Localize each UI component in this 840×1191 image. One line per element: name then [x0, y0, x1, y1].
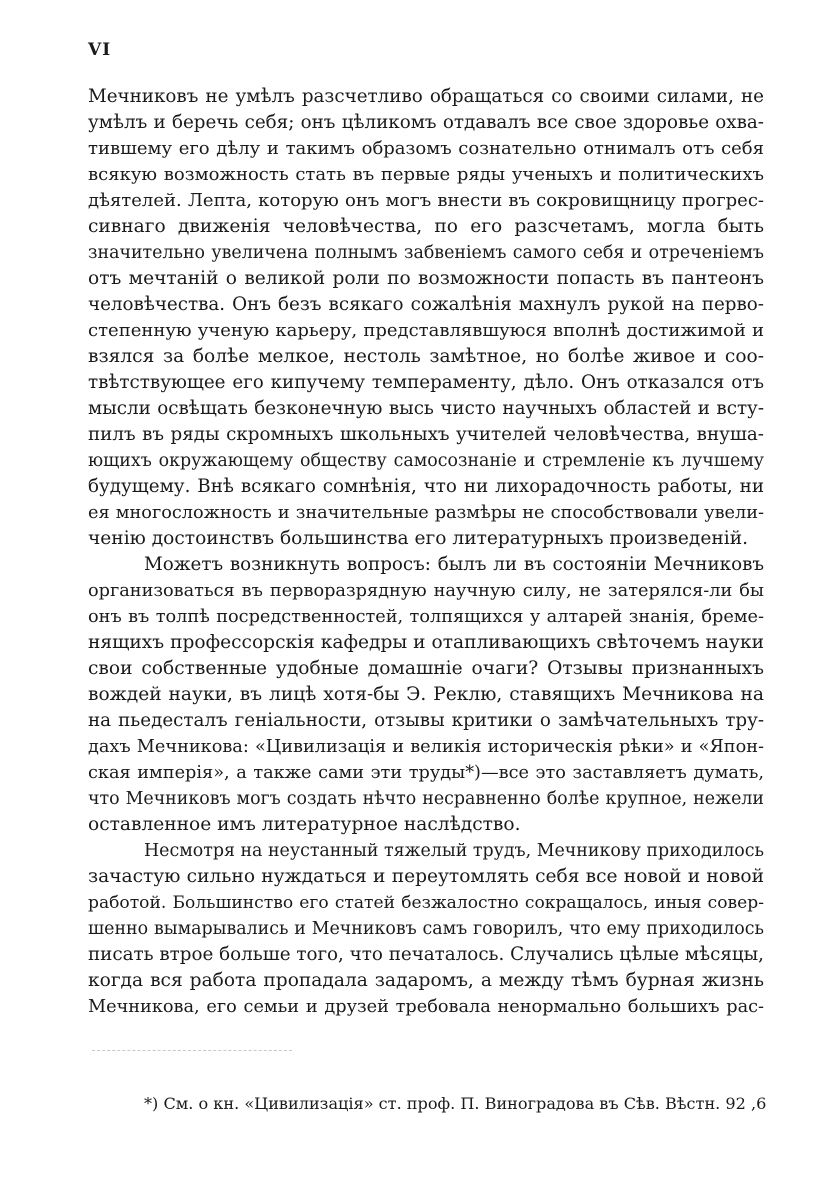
text-line: нящихъ профессорскія кафедры и отапливающихъ свѣточемъ науки [88, 632, 764, 653]
text-line: умѣлъ и беречь себя; онъ цѣликомъ отдавалъ все свое здоровье охва- [88, 112, 764, 133]
paragraph-2 [88, 552, 764, 838]
paragraph-1 [88, 84, 764, 552]
text-line: твѣтствующее его кипучему темпераменту, дѣло. Онъ отказался отъ [88, 372, 764, 393]
text-line: на пьедесталъ геніальности, отзывы критики о замѣчательныхъ тру- [88, 710, 764, 731]
text-line: вождей науки, въ лицѣ хотя-бы Э. Реклю, ставящихъ Мечникова на [88, 684, 764, 705]
text-line: оставленное имъ литературное наслѣдство. [88, 814, 521, 835]
text-line: когда вся работа пропадала задаромъ, а между тѣмъ бурная жизнь [88, 970, 764, 991]
text-line: всякую возможность стать въ первые ряды ученыхъ и политическихъ [88, 164, 764, 185]
text-line: дахъ Мечникова: «Цивилизація и великія историческія рѣки» и «Япон- [88, 737, 764, 757]
text-line: что Мечниковъ могъ создать нѣчто несравненно болѣе крупное, нежели [88, 789, 764, 809]
text-line: Можетъ возникнуть вопросъ: былъ ли въ состояніи Мечниковъ [144, 554, 764, 575]
text-line: значительно увеличена полнымъ забвеніемъ самого себя и отреченіемъ [88, 243, 764, 263]
text-line: ея многосложность и значительные размѣры не способствовали увели- [88, 503, 764, 523]
text-line: писать втрое больше того, что печаталось. Случались цѣлые мѣсяцы, [88, 944, 764, 965]
text-line: ченію достоинствъ большинства его литературныхъ произведеній. [88, 528, 748, 549]
text-line: взялся за болѣе мелкое, нестоль замѣтное, но болѣе живое и соо- [88, 346, 764, 367]
footnote-divider [92, 1050, 292, 1051]
text-line: организоваться въ перворазрядную научную силу, не затерялся-ли бы [88, 581, 764, 601]
text-line: сивнаго движенія человѣчества, по его разсчетамъ, могла быть [88, 216, 764, 237]
text-line: свои собственные удобные домашніе очаги? Отзывы признанныхъ [88, 658, 764, 679]
text-line: пилъ въ ряды скромныхъ школьныхъ учителей человѣчества, внуша- [88, 424, 764, 445]
text-line: шенно вымарывались и Мечниковъ самъ говорилъ, что ему приходилось [88, 919, 764, 939]
text-line: Несмотря на неустанный тяжелый трудъ, Мечникову приходилось [144, 841, 764, 861]
text-line: работой. Большинство его статей безжалостно сокращалось, иныя совер- [88, 893, 764, 913]
text-line: онъ въ толпѣ посредственностей, толпящихся у алтарей знанія, бреме- [88, 607, 764, 627]
text-line: Мечниковъ не умѣлъ разсчетливо обращаться со своими силами, не [88, 86, 764, 107]
text-line: человѣчества. Онъ безъ всякаго сожалѣнія махнулъ рукой на перво- [88, 294, 764, 315]
footnote: *) См. о кн. «Цивилизація» ст. проф. П. Виноградова въ Сѣв. Вѣстн. 92 ,6 [144, 1094, 767, 1113]
text-line: отъ мечтаній о великой роли по возможности попасть въ пантеонъ [88, 268, 764, 289]
text-line: будущему. Внѣ всякаго сомнѣнія, что ни лихорадочность работы, ни [88, 476, 764, 497]
text-line: Мечникова, его семьи и друзей требовала ненормально большихъ рас- [88, 997, 764, 1017]
text-line: мысли освѣщать безконечную высь чисто научныхъ областей и всту- [88, 398, 764, 419]
body-text [88, 84, 764, 1020]
text-line: зачастую сильно нуждаться и переутомлять себя все новой и новой [88, 866, 764, 887]
text-line: степенную ученую карьеру, представлявшуюся вполнѣ достижимой и [88, 320, 764, 341]
paragraph-3 [88, 838, 764, 1020]
text-line: ющихъ окружающему обществу самосознаніе и стремленіе къ лучшему [88, 451, 764, 471]
text-line: тившему его дѣлу и такимъ образомъ сознательно отнималъ отъ себя [88, 138, 764, 159]
text-line: ская имперія», а также сами эти труды*)—все это заставляетъ думать, [88, 763, 764, 783]
text-line: дѣятелей. Лепта, которую онъ могъ внести въ сокровищницу прогрес- [88, 190, 764, 211]
page-number: VI [88, 40, 112, 60]
